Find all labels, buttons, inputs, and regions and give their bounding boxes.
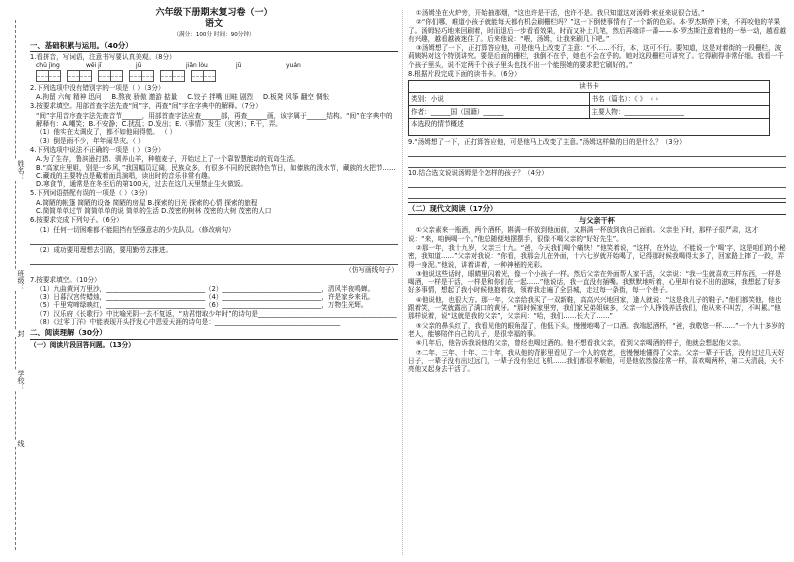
question-9: 9.“汤姆想了一下，正打算答应他，可是他马上改变了主意。”汤姆这样做的目的是什么？（3分） xyxy=(408,137,686,146)
pinyin-item: jū xyxy=(136,62,142,70)
article-paragraph: ⑦二年、三年、十年、二十年，我从他的背影里看见了一个人的衰老，也慢慢地懂得了父亲。父亲一辈子干活，没有过过几天好日子，一辈子没有出过远门，一辈子没有坐过飞机……我们都很孝顺他，可是他依然像往常一样，喜欢喝两杯，第二天清晨，天不亮他又起身去干活了。 xyxy=(408,348,785,374)
writing-grid[interactable] xyxy=(98,70,123,82)
question-5: 5.下列词语搭配有误的一项是（ ）（3分） xyxy=(30,189,152,198)
answer-line[interactable] xyxy=(408,147,786,157)
exam-meta: （满分：100分 时间：90分钟） xyxy=(173,31,255,38)
writing-grid[interactable] xyxy=(191,70,216,82)
option[interactable]: A.拘留 六甸 精神 迅问 xyxy=(36,93,102,102)
card-summary[interactable]: 本选段的情节概述 xyxy=(411,119,464,128)
option[interactable]: B.熬夜 骄傲 邀游 掂量 xyxy=(111,93,178,102)
card-row xyxy=(409,93,769,106)
option[interactable]: D.板凳 风筝 翻空 惆怅 xyxy=(262,93,330,102)
q6-item: （2）成功要用理想去引路，要用勤劳去推进。 xyxy=(36,245,173,254)
answer-line[interactable] xyxy=(30,235,398,245)
q3-line: （1）他实在太调皮了，都不如他闹得慌。 （ ） xyxy=(36,128,177,137)
pinyin-item: wēi jī xyxy=(86,62,102,70)
article-paragraph: ⑥几年后，他告诉我说他的父亲，曾经也喝过酒的。他不想看我父亲，看到父亲喝酒的样子，他就会想起他父亲。 xyxy=(415,339,745,348)
q3-line: （3）倒是雨不少，年年闹旱灾。（ ） xyxy=(36,136,145,145)
card-cell[interactable]: 主要人物：__________________ xyxy=(591,107,684,116)
article-title: 与父亲干杯 xyxy=(579,216,615,226)
part-heading: （一）阅读片段回答问题。（13分） xyxy=(30,340,135,349)
option[interactable]: C.饺子 拌嘴 田畦 剧烈 xyxy=(187,93,253,102)
question-10: 10.结合选文说说汤姆是个怎样的孩子？（4分） xyxy=(408,168,548,177)
article-paragraph: ①父亲素来一瓶酒，两个酒杯，斟满一杯放到他面前，又斟满一杯放到我自己面前。父亲坐下时，那样子很严肃，这才说：“来，咱俩喝一个。”他总随便地摆摆手，很像不喝父亲的“好好先生”。 xyxy=(408,226,759,243)
card-title: 读书卡 xyxy=(409,81,769,92)
card-row xyxy=(409,106,769,119)
question-7: 7.按要求填空。（10分） xyxy=(30,275,101,284)
column-divider xyxy=(402,10,403,555)
option[interactable]: C.藏戏的主要特点是戴着面具演唱，读出时的音乐非常有趣。 xyxy=(36,171,215,180)
question-6: 6.按要求完成下列句子。（6分） xyxy=(30,216,123,225)
writing-grid[interactable] xyxy=(67,70,92,82)
reading-card xyxy=(408,80,770,135)
writing-grid[interactable] xyxy=(160,70,185,82)
name-label: 姓名： xyxy=(4,160,26,181)
part-heading: （二）现代文阅读（17分） xyxy=(408,202,786,215)
pinyin-item: jiǎn lòu xyxy=(186,62,208,70)
passage-paragraph: ①汤姆坐在火炉旁，开始抽那烟，“这也许是干活，也许不是。我只知道这对汤姆·索亚来说很合适。” xyxy=(415,9,705,17)
binding-gutter xyxy=(2,0,28,562)
class-label: 班级： xyxy=(4,270,26,291)
answer-line[interactable] xyxy=(408,178,786,188)
answer-line[interactable] xyxy=(408,158,786,168)
section-heading: 二、阅读理解（30分） xyxy=(30,328,398,339)
pinyin-item: yuán xyxy=(286,62,301,70)
exam-title: 六年级下册期末复习卷（一） xyxy=(155,8,273,18)
school-label: 学校： xyxy=(4,370,26,391)
article-paragraph: ④他说他，也很大方。那一年，父亲给我买了一双新鞋，高高兴兴地回家，逢人就说：“这是我儿子的鞋子。”他们都笑他，他也跟着笑，一笑就露出了满口的黄牙。“那时候家里穷，我们家兄弟姐妹多，父亲一个人挣钱养活我们，他从来不叫苦，不叫累。”他那样说着，说“这就是我的父亲”，父亲问：“哈，我们……长大了……” xyxy=(408,295,782,321)
poem-line: （7）汉乐府《长歌行》中比喻光阴一去不复返，“劝君惜取少年时”的诗句是__________________________________________ xyxy=(36,309,397,318)
pinyin-item: jū xyxy=(236,62,242,70)
card-cell[interactable]: 类别：小说 xyxy=(409,93,590,105)
poem-line: （8）《过零丁洋》中能表现开头抒发心中恩爱天涯的诗句是：______________________________________ xyxy=(36,318,341,326)
question-1: 1.看拼音，写词语，注意书写要认真美观。（8分） xyxy=(30,53,176,62)
left-column xyxy=(30,8,398,350)
question-2: 2.下列选项中没有错别字的一项是（ ）（3分） xyxy=(30,83,165,92)
seal-label: 封 xyxy=(4,330,26,337)
q6-item: （1）任何一切困难都不能阻挡有坚强意志的少先队员。（修改病句） xyxy=(36,225,235,234)
article-paragraph: ⑤父亲的鼻头红了，我看见他的眼角湿了，他低下头，慢慢地喝了一口酒。我端起酒杯，“爸，我敬您一杯……”一个九十多岁的老人，能够陪伴自己的儿子，是很幸福的事。 xyxy=(408,321,785,338)
q6-item: （仿写画线句子） xyxy=(345,266,398,275)
right-column xyxy=(408,8,786,374)
option[interactable]: C.简简单单过节 简简单单的说 简单的生活 D.茂密的树林 茂密的大树 茂密的人口 xyxy=(36,207,272,216)
line-label: 线 xyxy=(4,440,26,447)
section-heading: 一、基础积累与运用。（40分） xyxy=(30,41,398,52)
poem-line: （3）日暮汉宫传蜡烛，______________________________（4）______________________________，许是家乡来讯。 xyxy=(36,293,375,302)
article-paragraph: ③他说这些话时，眼睛里闪着光，像一个小孩子一样。然后父亲在外面帮人家干活，父亲说：“我一生就喜欢三样东西，一样是喝酒，一样是干活，一样是和你们在一起……”他说话，我一直没有插嘴。我默默地听着，心里却有说不出的滋味，我想起了好多好多事情，想起了我小时候他抱着我，领着我走遍了全县城，走过每一条街，每一个巷子。 xyxy=(408,269,782,295)
card-cell[interactable] xyxy=(590,93,770,105)
pinyin-row xyxy=(36,62,398,70)
options xyxy=(36,93,398,101)
option[interactable]: D.寒食节，通常是在冬至后的第100天，过去在这几天里禁止生火做饭。 xyxy=(36,180,247,189)
poem-line: （1）九曲黄河万里沙，______________________________（2）______________________________，清风半夜鸣蝉。 xyxy=(36,284,375,293)
exam-subject: 语文 xyxy=(204,19,223,30)
passage-paragraph: ③汤姆想了一下，正打算答应他，可是他马上改变了主意：“不……不行，本，这可不行。要知道，这是对着街的一段栅栏，波莉姨妈对这个特别讲究。要是后面的栅栏，我倒不在乎，她也不会在乎的。她对这段栅栏可讲究了。它得刷得非常仔细。我看一千个孩子里头，说不定两千个孩子里头也找不出一个能照她的要求把它刷好的。” xyxy=(408,44,784,69)
answer-line[interactable] xyxy=(408,189,786,199)
poem-line: （5）千里莺啼绿映红，______________________________（6）______________________________，万物生光辉。 xyxy=(36,301,368,310)
pinyin-item: chū jìng xyxy=(36,62,60,70)
option[interactable]: A.为了生存，鲁滨逊打猎、驯养山羊，种植麦子，开始过上了一个靠智慧能动的荒岛生活。 xyxy=(36,155,300,164)
article-paragraph: ②那一年，我十九岁，父亲三十九。“爸，今天我们喝个痛快！”他笑着说，“这样，在外边，不能说一个‘喝’字，这是咱们的小秘密，我知道……”父亲对我说：“你看，我那会儿在外面，十六七岁就开始喝了，记得那时候我喝得太多了，回家路上摔了一跤，弄得一身泥。”他说，讲着讲着，一种神秘的光彩。 xyxy=(408,243,786,269)
card-cell[interactable]: 作者：______国（国籍）______ xyxy=(409,106,590,118)
question-4: 4.下列选项中说法不正确的一项是（ ）（3分） xyxy=(30,145,165,154)
answer-line[interactable] xyxy=(30,255,398,265)
option[interactable]: B.“高家庄里姐，别是一乡风，”我国幅员辽阔，民族众多，有很多不同的民族特色节日，如傣族的泼水节，藏族的火把节…… xyxy=(36,163,396,172)
question-8: 8.根据片段完成下面的读书卡。（6分） xyxy=(408,70,521,79)
q3-line: “间”字用音序查字法先查音节______，用部首查字法应查______部，再查______画，该字属于______结构。“间”在字典中的解释有：A.嘲笑；B.不安静；C.扰乱；D.发出；E.（事情）发生（灾害）；F.干，弄。 xyxy=(36,111,393,129)
card-cell-label: 书名（篇名）：《 》 xyxy=(591,94,647,103)
passage-paragraph: ②“你们哪，难道小孩子就能每天都有机会刷栅栏吗？”这一下倒使事情有了一个新的色彩。本·罗杰斯停下来，不再咬他的苹果了。汤姆轻巧地来回刷着，时而退后一步看看效果，时而又补上几笔，然后再端详一番——本·罗杰斯注意着他的一举一动，越看越有兴趣，越看越被迷住了。后来他说：“喂，汤姆，让我来刷几下吧。” xyxy=(408,18,786,43)
writing-grid[interactable] xyxy=(36,70,61,82)
writing-grid-row xyxy=(36,70,398,82)
question-3: 3.按要求填空。用部首查字法先查“间”字，再查“间”字在字典中的解释。（7分） xyxy=(30,102,262,111)
chevron-icon: ‹ › xyxy=(650,94,659,103)
option[interactable]: A.简陋的帐篷 简陋的设备 简陋的房屋 B.探索的目光 探索的心情 探索的旅程 xyxy=(36,198,258,207)
writing-grid[interactable] xyxy=(129,70,154,82)
